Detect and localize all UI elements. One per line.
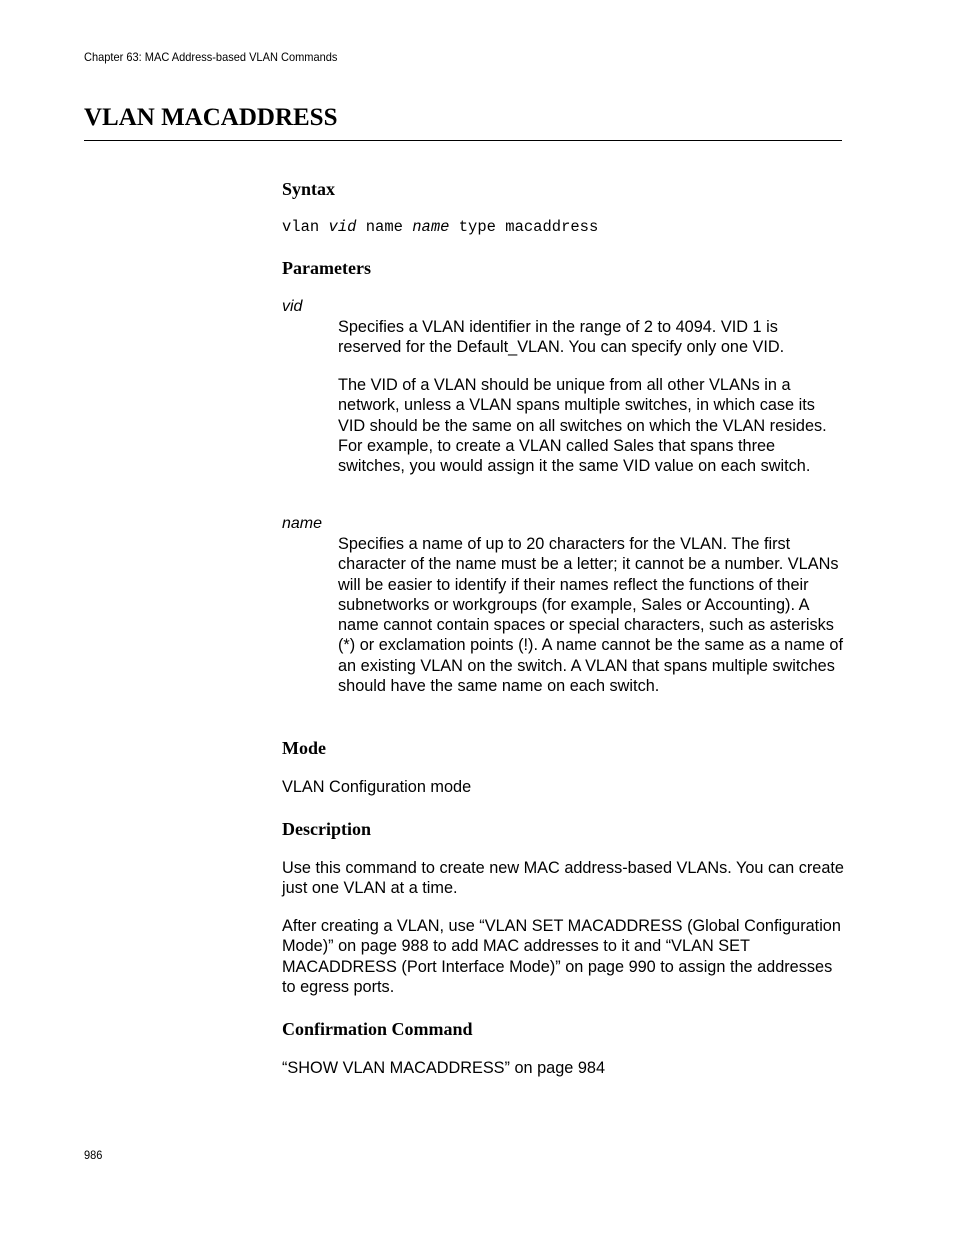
param-name-description: Specifies a name of up to 20 characters for the VLAN. The first character of the name must be a letter; it cannot be a number. VLANs will be easier to identify if their names reflect the functions of their subnetworks or workgroups (for example, Sales or Accounting). A name cannot contain spaces or special characters, such as asterisks (*) or exclamation points (!). A name cannot be the same as a name of an existing VLAN on the switch. A VLAN that spans multiple switches should have the same name on each switch. — [338, 535, 843, 696]
mode-text: VLAN Configuration mode — [282, 778, 472, 796]
param-vid-description-2: The VID of a VLAN should be unique from all other VLANs in a network, unless a VLAN spans multiple switches, in which case its VID should be the same on all switches on which the VLAN resides. For example, to create a VLAN called Sales that spans three switches, you would assign it the same VID value on each switch. — [338, 376, 827, 476]
parameters-heading: Parameters — [282, 258, 371, 278]
syntax-arg-name: name — [412, 218, 450, 236]
page-number: 986 — [84, 1148, 103, 1162]
param-term-vid: vid — [282, 298, 303, 315]
param-vid-description-1: Specifies a VLAN identifier in the range of 2 to 4094. VID 1 is reserved for the Default_VLAN. You can specify only one VID. — [338, 318, 785, 357]
syntax-heading: Syntax — [282, 179, 336, 199]
syntax-keyword-vlan: vlan — [282, 218, 329, 236]
syntax-keyword-name: name — [356, 218, 413, 236]
confirmation-link[interactable]: “SHOW VLAN MACADDRESS” on page 984 — [282, 1059, 606, 1077]
page-title: VLAN MACADDRESS — [84, 104, 338, 131]
confirmation-heading: Confirmation Command — [282, 1019, 473, 1039]
mode-heading: Mode — [282, 738, 326, 758]
title-rule — [84, 140, 842, 141]
running-header: Chapter 63: MAC Address-based VLAN Commands — [84, 50, 338, 64]
description-paragraph-1: Use this command to create new MAC address-based VLANs. You can create just one VLAN at a time. — [282, 859, 844, 898]
param-term-name: name — [282, 515, 323, 532]
syntax-arg-vid: vid — [328, 218, 357, 236]
description-heading: Description — [282, 819, 371, 839]
syntax-keyword-type: type macaddress — [449, 218, 599, 236]
syntax-line — [282, 218, 598, 236]
description-paragraph-2: After creating a VLAN, use “VLAN SET MACADDRESS (Global Configuration Mode)” on page 988 to add MAC addresses to it and “VLAN SET MACADDRESS (Port Interface Mode)” on page 990 to assign the addresses to egress ports. — [282, 917, 841, 996]
